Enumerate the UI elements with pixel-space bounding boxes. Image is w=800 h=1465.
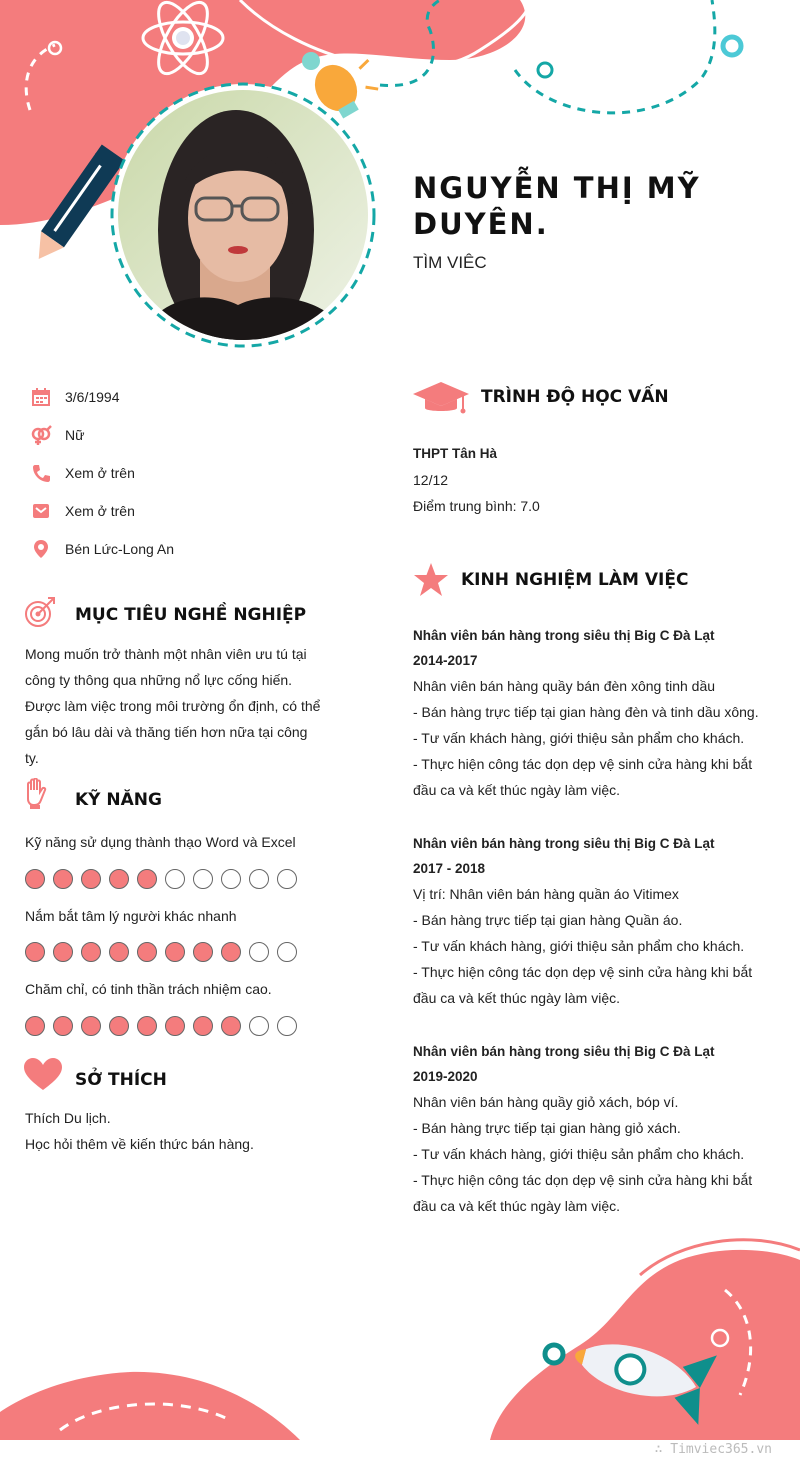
job-line: - Tư vấn khách hàng, giới thiệu sản phẩm cho khách. (413, 730, 745, 746)
mail-icon (30, 500, 52, 522)
rating-dot-filled (25, 942, 45, 962)
rating-dot-filled (221, 942, 241, 962)
skill-rating (25, 942, 297, 962)
rating-dot-empty (277, 1016, 297, 1036)
rating-dot-empty (249, 1016, 269, 1036)
rating-dot-filled (165, 942, 185, 962)
education-entry (413, 441, 773, 519)
job-line: - Thực hiện công tác dọn dẹp vệ sinh cửa hàng khi bắt (413, 1172, 753, 1188)
info-address: Bén Lức-Long An (30, 537, 174, 561)
hobbies-text: Thích Du lịch. Học hỏi thêm về kiến thức bán hàng. (25, 1110, 254, 1152)
rating-dot-empty (249, 942, 269, 962)
job-line: Vị trí: Nhân viên bán hàng quần áo Vitimex (413, 886, 679, 902)
calendar-icon (30, 386, 52, 408)
job-period: 2017 - 2018 (413, 861, 486, 876)
location-pin-icon (30, 538, 52, 560)
hand-icon (24, 778, 48, 815)
job-line: Nhân viên bán hàng quầy giỏ xách, bóp ví. (413, 1094, 679, 1110)
objective-title: MỤC TIÊU NGHỀ NGHIỆP (75, 605, 307, 625)
job-line: - Bán hàng trực tiếp tại gian hàng đèn và tinh dầu xông. (413, 704, 759, 720)
rating-dot-filled (81, 869, 101, 889)
profile-photo (118, 90, 368, 340)
experience-title: KINH NGHIỆM LÀM VIỆC (461, 570, 689, 590)
rating-dot-filled (109, 1016, 129, 1036)
rating-dot-filled (53, 1016, 73, 1036)
job-line: đầu ca và kết thúc ngày làm việc. (413, 782, 620, 798)
job-title: Nhân viên bán hàng trong siêu thị Big C Đà Lạt (413, 628, 715, 643)
skills-title: KỸ NĂNG (75, 790, 162, 810)
job-entry (413, 1039, 770, 1219)
rating-dot-filled (81, 942, 101, 962)
phone-icon (30, 462, 52, 484)
job-line: - Bán hàng trực tiếp tại gian hàng giỏ xách. (413, 1120, 681, 1136)
info-dob: 3/6/1994 (30, 385, 120, 409)
target-icon (24, 596, 58, 635)
rating-dot-filled (109, 942, 129, 962)
rating-dot-empty (165, 869, 185, 889)
watermark: ∴ Timviec365.vn (654, 1442, 772, 1457)
rating-dot-filled (137, 869, 157, 889)
rating-dot-filled (53, 869, 73, 889)
heart-icon (24, 1058, 62, 1097)
job-line: - Tư vấn khách hàng, giới thiệu sản phẩm cho khách. (413, 1146, 745, 1162)
rating-dot-empty (221, 869, 241, 889)
rating-dot-empty (277, 869, 297, 889)
info-email: Xem ở trên (30, 499, 135, 523)
bottom-left-blob (0, 1372, 300, 1440)
rating-dot-empty (277, 942, 297, 962)
rating-dot-filled (53, 942, 73, 962)
school-grade: 12/12 (413, 472, 449, 488)
hobbies-title: SỞ THÍCH (75, 1070, 167, 1090)
skill-label: Chăm chỉ, có tinh thần trách nhiệm cao. (25, 981, 272, 997)
objective-text: Mong muốn trở thành một nhân viên ưu tú tại công ty thông qua những nổ lực cống hiến. Được làm việc trong môi trường ổn định, có thể gắn bó lâu dài và thăng tiến hơn nữa tại công ty. (25, 646, 321, 766)
graduation-cap-icon (413, 380, 469, 419)
rating-dot-filled (25, 869, 45, 889)
rating-dot-filled (221, 1016, 241, 1036)
candidate-name: NGUYỄN THỊ MỸ DUYÊN. (413, 171, 701, 241)
job-line: - Tư vấn khách hàng, giới thiệu sản phẩm cho khách. (413, 938, 745, 954)
skill-label: Kỹ năng sử dụng thành thạo Word và Excel (25, 834, 296, 850)
info-phone: Xem ở trên (30, 461, 135, 485)
job-entry (413, 831, 770, 1011)
job-title: Nhân viên bán hàng trong siêu thị Big C Đà Lạt (413, 836, 715, 851)
job-line: đầu ca và kết thúc ngày làm việc. (413, 1198, 620, 1214)
job-line: Nhân viên bán hàng quầy bán đèn xông tinh dầu (413, 678, 716, 694)
job-subtitle: TÌM VIÊC (413, 253, 487, 272)
job-period: 2019-2020 (413, 1069, 478, 1084)
education-title: TRÌNH ĐỘ HỌC VẤN (481, 387, 669, 407)
skill-rating (25, 1016, 297, 1036)
rating-dot-empty (249, 869, 269, 889)
job-line: - Thực hiện công tác dọn dẹp vệ sinh cửa hàng khi bắt (413, 964, 753, 980)
rating-dot-filled (137, 1016, 157, 1036)
job-title: Nhân viên bán hàng trong siêu thị Big C Đà Lạt (413, 1044, 715, 1059)
rating-dot-filled (81, 1016, 101, 1036)
job-line: - Thực hiện công tác dọn dẹp vệ sinh cửa hàng khi bắt (413, 756, 753, 772)
job-line: - Bán hàng trực tiếp tại gian hàng Quần áo. (413, 912, 683, 928)
rating-dot-filled (137, 942, 157, 962)
skill-label: Nắm bắt tâm lý người khác nhanh (25, 908, 237, 924)
job-period: 2014-2017 (413, 653, 478, 668)
gender-icon (30, 424, 52, 446)
skill-rating (25, 869, 297, 889)
job-entry (413, 623, 770, 803)
rating-dot-filled (25, 1016, 45, 1036)
rating-dot-filled (109, 869, 129, 889)
star-icon (413, 563, 449, 602)
school-score: Điểm trung bình: 7.0 (413, 498, 540, 514)
rating-dot-filled (193, 942, 213, 962)
rating-dot-filled (165, 1016, 185, 1036)
info-gender: Nữ (30, 423, 84, 447)
school-name: THPT Tân Hà (413, 446, 498, 461)
job-line: đầu ca và kết thúc ngày làm việc. (413, 990, 620, 1006)
rating-dot-filled (193, 1016, 213, 1036)
rating-dot-empty (193, 869, 213, 889)
